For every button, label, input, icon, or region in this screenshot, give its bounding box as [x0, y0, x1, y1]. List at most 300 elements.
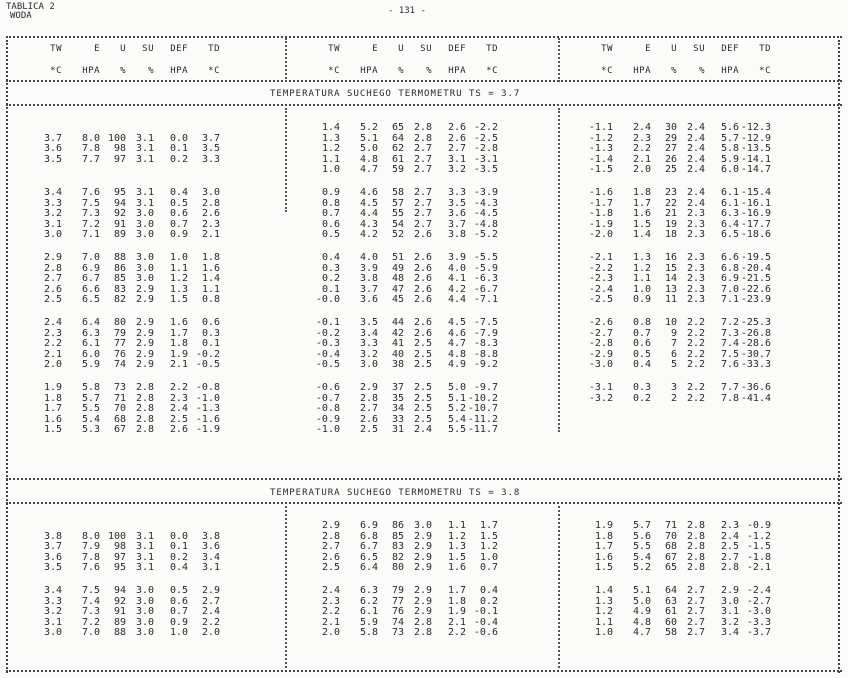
table-cell: 3.1: [135, 541, 154, 553]
table-cell: 3.7: [447, 218, 466, 230]
table-cell: 7.0: [720, 283, 739, 295]
table-cell: 6.2: [359, 595, 378, 607]
table-cell: -0.7: [315, 392, 340, 404]
table-cell: -1.3: [195, 403, 220, 415]
table-cell: 3.0: [201, 187, 220, 198]
table-cell: 2.6: [169, 424, 188, 436]
table-cell: 2.2: [321, 606, 340, 618]
table-cell: 2.1: [201, 229, 220, 241]
table-cell: -3.9: [473, 187, 498, 198]
table-cell: 21: [664, 208, 677, 220]
table-cell: 0.2: [479, 595, 498, 607]
table-cell: -1.0: [315, 424, 340, 436]
table-cell: 0.4: [169, 562, 188, 574]
table-cell: 42: [391, 327, 404, 339]
table-cell: 1.1: [447, 520, 466, 531]
table-cell: 2.3: [321, 595, 340, 607]
table-cell: 2.4: [686, 197, 705, 209]
table-cell: -0.2: [315, 327, 340, 339]
table-cell: 92: [113, 595, 126, 607]
table-cell: 22: [664, 197, 677, 209]
table-cell: 5.9: [720, 153, 739, 165]
table-cell: 2.3: [686, 294, 705, 306]
table-cell: -10.7: [467, 403, 498, 415]
table-cell: 2.8: [413, 616, 432, 628]
table-cell: -11.2: [467, 413, 498, 425]
table-cell: 0.5: [632, 348, 651, 360]
table-cell: 2.5: [413, 392, 432, 404]
table-cell: 2.9: [135, 359, 154, 371]
table-cell: 58: [664, 627, 677, 639]
table-cell: 5.8: [81, 382, 100, 393]
table-cell: 4.9: [447, 359, 466, 371]
table-cell: 2.8: [135, 382, 154, 393]
table-cell: 16: [664, 252, 677, 263]
table-cell: 0.8: [201, 294, 220, 306]
table-cell: -2.3: [588, 273, 613, 285]
column-header: TD: [208, 44, 220, 54]
table-cell: 2.2: [686, 348, 705, 360]
table-cell: 74: [391, 616, 404, 628]
table-cell: 91: [113, 218, 126, 230]
table-cell: 3.2: [720, 616, 739, 628]
column-unit: %: [398, 66, 404, 76]
table-cell: 1.0: [594, 627, 613, 639]
header-separator-1: [285, 38, 287, 82]
table-cell: -8.3: [473, 338, 498, 350]
table-cell: 1.7: [169, 327, 188, 339]
table-cell: 2.0: [321, 627, 340, 639]
table-cell: 4.6: [447, 327, 466, 339]
table-cell: 3.3: [359, 338, 378, 350]
table-cell: 2.3: [686, 208, 705, 220]
table-cell: 1.9: [594, 520, 613, 531]
table-cell: 2.2: [632, 143, 651, 155]
column-unit: *C: [208, 66, 220, 76]
table-cell: 44: [391, 317, 404, 328]
table-cell: 0.2: [169, 153, 188, 165]
table-cell: -0.3: [315, 338, 340, 350]
table-cell: 4.5: [359, 197, 378, 209]
table-cell: 2.9: [413, 530, 432, 542]
table-cell: 2.6: [413, 262, 432, 274]
table-cell: 73: [113, 382, 126, 393]
column-unit: *C: [328, 66, 340, 76]
table-cell: -9.2: [473, 359, 498, 371]
table-cell: 0.9: [169, 616, 188, 628]
table-cell: 4.7: [632, 627, 651, 639]
table-cell: 3.0: [43, 627, 62, 639]
section-1-separator-1: [285, 108, 287, 212]
table-cell: 3.1: [135, 197, 154, 209]
table-cell: 79: [113, 327, 126, 339]
table-cell: -0.5: [315, 359, 340, 371]
table-cell: 70: [113, 403, 126, 415]
section-title: TEMPERATURA SUCHEGO TERMOMETRU TS = 3.7: [270, 89, 521, 99]
table-cell: 3.9: [447, 252, 466, 263]
table-cell: 1.6: [43, 413, 62, 425]
table-cell: -0.8: [195, 382, 220, 393]
table-cell: 0.7: [321, 208, 340, 220]
table-cell: 2.9: [135, 338, 154, 350]
table-cell: -1.3: [588, 143, 613, 155]
table-cell: -0.0: [315, 294, 340, 306]
table-cell: 3.2: [447, 164, 466, 176]
table-cell: 65: [391, 122, 404, 133]
table-cell: -1.9: [195, 424, 220, 436]
table-cell: 0.1: [321, 283, 340, 295]
table-cell: 80: [391, 562, 404, 574]
table-cell: 0.0: [169, 530, 188, 542]
table-cell: 6.4: [81, 317, 100, 328]
table-cell: 6.3: [720, 208, 739, 220]
table-cell: 2.5: [321, 562, 340, 574]
table-cell: -15.4: [740, 187, 771, 198]
table-cell: 2.2: [686, 317, 705, 328]
table-cell: 1.9: [447, 606, 466, 618]
table-cell: 5.8: [720, 143, 739, 155]
table-cell: 35: [391, 392, 404, 404]
table-cell: 1.3: [169, 283, 188, 295]
table-cell: 2.6: [413, 273, 432, 285]
table-cell: 2.7: [686, 595, 705, 607]
section-2-separator-2: [558, 506, 560, 668]
table-cell: 3.4: [720, 627, 739, 639]
table-cell: 2.6: [359, 413, 378, 425]
table-cell: 1.1: [321, 153, 340, 165]
table-cell: 49: [391, 262, 404, 274]
table-cell: 2.5: [413, 413, 432, 425]
table-cell: 2.2: [201, 616, 220, 628]
table-cell: -21.5: [740, 273, 771, 285]
table-cell: 0.9: [321, 187, 340, 198]
table-subtitle: WODA: [10, 11, 32, 21]
table-cell: 0.5: [169, 197, 188, 209]
table-cell: 7.1: [720, 294, 739, 306]
table-cell: 91: [113, 606, 126, 618]
table-cell: -16.1: [740, 197, 771, 209]
table-cell: 6.4: [359, 562, 378, 574]
table-cell: 7.0: [81, 252, 100, 263]
table-cell: 100: [107, 132, 126, 144]
table-cell: 3.6: [43, 143, 62, 155]
table-cell: -20.4: [740, 262, 771, 274]
table-cell: 5.2: [359, 122, 378, 133]
table-cell: 7.5: [81, 197, 100, 209]
table-cell: -3.5: [473, 164, 498, 176]
table-cell: 3.4: [43, 585, 62, 596]
table-cell: 4.9: [632, 606, 651, 618]
table-cell: -3.0: [588, 359, 613, 371]
table-cell: 0.2: [169, 551, 188, 563]
table-cell: 23: [664, 187, 677, 198]
table-cell: 7.7: [81, 153, 100, 165]
table-cell: 13: [664, 283, 677, 295]
table-cell: -2.1: [746, 562, 771, 574]
table-cell: -0.6: [473, 627, 498, 639]
table-cell: -2.1: [588, 252, 613, 263]
table-cell: 2.1: [321, 616, 340, 628]
table-cell: -13.5: [740, 143, 771, 155]
table-cell: -1.8: [588, 208, 613, 220]
table-cell: 3.1: [720, 606, 739, 618]
table-cell: 41: [391, 338, 404, 350]
table-cell: 1.8: [594, 530, 613, 542]
table-cell: 2.3: [686, 229, 705, 241]
table-cell: 97: [113, 551, 126, 563]
table-cell: 1.6: [169, 317, 188, 328]
table-cell: 3.7: [201, 132, 220, 144]
table-cell: 2.8: [321, 530, 340, 542]
table-cell: 2.9: [135, 317, 154, 328]
table-cell: 2.8: [413, 132, 432, 144]
table-cell: 7.7: [720, 382, 739, 393]
table-cell: -0.2: [195, 348, 220, 360]
table-cell: -28.6: [740, 338, 771, 350]
table-cell: 1.5: [447, 551, 466, 563]
table-cell: 7.0: [81, 627, 100, 639]
table-cell: 2.2: [686, 327, 705, 339]
table-cell: 7.8: [720, 392, 739, 404]
table-cell: 83: [391, 541, 404, 553]
table-cell: 88: [113, 627, 126, 639]
table-cell: 2.6: [321, 551, 340, 563]
table-cell: 2.6: [413, 229, 432, 241]
table-cell: 2.6: [447, 132, 466, 144]
table-cell: 15: [664, 262, 677, 274]
table-cell: -36.6: [740, 382, 771, 393]
table-cell: 1.2: [447, 530, 466, 542]
table-cell: -1.5: [588, 164, 613, 176]
table-cell: 5.6: [720, 122, 739, 133]
table-cell: 5.2: [447, 403, 466, 415]
table-cell: 74: [113, 359, 126, 371]
table-cell: 2.9: [413, 541, 432, 553]
column-unit: %: [671, 66, 677, 76]
column-unit: *C: [50, 66, 62, 76]
column-header: SU: [420, 44, 432, 54]
table-cell: -0.6: [315, 382, 340, 393]
section-2-title-rule: [6, 502, 842, 504]
table-cell: -5.9: [473, 262, 498, 274]
table-cell: 2.7: [686, 606, 705, 618]
table-cell: 2.5: [413, 338, 432, 350]
column-header: SU: [142, 44, 154, 54]
table-cell: 57: [391, 197, 404, 209]
table-cell: 3.0: [135, 252, 154, 263]
table-cell: 4.5: [447, 317, 466, 328]
table-cell: 1.0: [169, 627, 188, 639]
table-cell: 31: [391, 424, 404, 436]
section-1-end-rule: [6, 478, 842, 480]
table-cell: 0.5: [169, 585, 188, 596]
table-cell: 7.2: [720, 317, 739, 328]
table-cell: 2.8: [686, 520, 705, 531]
table-cell: 1.2: [594, 606, 613, 618]
table-cell: 5.9: [359, 616, 378, 628]
table-cell: 2.7: [359, 403, 378, 415]
table-cell: 6.7: [359, 541, 378, 553]
column-header: E: [94, 44, 100, 54]
table-cell: 61: [664, 606, 677, 618]
table-cell: 3.3: [201, 153, 220, 165]
table-cell: 7.6: [720, 359, 739, 371]
table-cell: 2.7: [413, 208, 432, 220]
table-cell: 3.1: [135, 530, 154, 542]
table-cell: 7.6: [81, 187, 100, 198]
table-cell: -30.7: [740, 348, 771, 360]
table-cell: 2.6: [413, 252, 432, 263]
table-cell: 0.3: [321, 262, 340, 274]
table-cell: 1.4: [594, 585, 613, 596]
table-cell: 2.6: [413, 327, 432, 339]
column-unit: %: [148, 66, 154, 76]
table-cell: 9: [670, 327, 677, 339]
table-cell: 2.4: [413, 424, 432, 436]
table-cell: 1.6: [594, 551, 613, 563]
table-cell: 51: [391, 252, 404, 263]
table-cell: 1.5: [43, 424, 62, 436]
table-cell: 3.9: [359, 262, 378, 274]
table-cell: -19.5: [740, 252, 771, 263]
table-cell: 2.3: [43, 327, 62, 339]
table-cell: 7.5: [81, 585, 100, 596]
table-cell: -1.9: [588, 218, 613, 230]
table-cell: 34: [391, 403, 404, 415]
table-cell: 1.1: [632, 273, 651, 285]
table-cell: 6.0: [720, 164, 739, 176]
table-cell: 0.4: [169, 187, 188, 198]
table-cell: 0.0: [169, 132, 188, 144]
table-cell: -2.6: [588, 317, 613, 328]
table-cell: 59: [391, 164, 404, 176]
table-cell: 2.7: [413, 218, 432, 230]
table-cell: 2.5: [413, 382, 432, 393]
table-cell: 1.2: [479, 541, 498, 553]
column-header: U: [398, 44, 404, 54]
table-cell: -4.8: [473, 218, 498, 230]
table-cell: 2.7: [43, 273, 62, 285]
table-cell: 3.0: [359, 359, 378, 371]
section-1-separator-2: [558, 108, 560, 432]
table-cell: 97: [113, 153, 126, 165]
table-cell: 1.3: [594, 595, 613, 607]
table-cell: -11.7: [467, 424, 498, 436]
table-cell: 3.2: [43, 208, 62, 220]
table-cell: 3.8: [43, 530, 62, 542]
table-cell: 3.0: [135, 595, 154, 607]
table-cell: -5.5: [473, 252, 498, 263]
table-cell: 2.3: [201, 218, 220, 230]
table-cell: 2.9: [321, 520, 340, 531]
table-cell: -22.6: [740, 283, 771, 295]
table-cell: 3.0: [135, 585, 154, 596]
table-cell: 2.4: [169, 403, 188, 415]
column-unit: *C: [601, 66, 613, 76]
table-cell: 5.9: [81, 359, 100, 371]
table-cell: 2.9: [135, 283, 154, 295]
table-cell: -33.3: [740, 359, 771, 371]
table-cell: -0.9: [746, 520, 771, 531]
table-cell: 1.4: [321, 122, 340, 133]
table-cell: 6.0: [81, 348, 100, 360]
table-cell: 2.9: [413, 606, 432, 618]
column-header: TD: [759, 44, 771, 54]
table-cell: 63: [664, 595, 677, 607]
table-cell: 5.4: [632, 551, 651, 563]
table-cell: 6.5: [359, 551, 378, 563]
table-cell: -1.2: [588, 132, 613, 144]
table-cell: 27: [664, 143, 677, 155]
table-cell: 4.1: [447, 273, 466, 285]
table-cell: 1.2: [321, 143, 340, 155]
table-cell: 1.3: [632, 252, 651, 263]
table-cell: 6.1: [81, 338, 100, 350]
table-cell: 2.8: [413, 627, 432, 639]
table-cell: 7: [670, 338, 677, 350]
table-cell: 58: [391, 187, 404, 198]
table-cell: 5.7: [632, 520, 651, 531]
table-cell: 5.7: [720, 132, 739, 144]
table-cell: 1.0: [169, 252, 188, 263]
table-cell: 2.5: [359, 424, 378, 436]
table-cell: 7.4: [720, 338, 739, 350]
column-unit: *C: [486, 66, 498, 76]
table-cell: -23.9: [740, 294, 771, 306]
table-cell: 83: [113, 283, 126, 295]
table-cell: 5.0: [447, 382, 466, 393]
table-cell: 6.1: [720, 197, 739, 209]
left-border: [6, 40, 8, 673]
table-cell: -1.7: [588, 197, 613, 209]
table-cell: 76: [113, 348, 126, 360]
column-unit: %: [120, 66, 126, 76]
table-cell: 2.8: [686, 541, 705, 553]
table-cell: -3.1: [588, 382, 613, 393]
table-cell: 3.0: [720, 595, 739, 607]
table-cell: -4.3: [473, 197, 498, 209]
table-cell: 6.8: [720, 262, 739, 274]
table-cell: 1.2: [632, 262, 651, 274]
table-cell: 80: [113, 317, 126, 328]
table-cell: 7.3: [81, 606, 100, 618]
table-cell: 2.8: [686, 562, 705, 574]
table-cell: 94: [113, 197, 126, 209]
table-cell: 3.1: [201, 562, 220, 574]
table-cell: 6.4: [720, 218, 739, 230]
table-cell: 3.3: [43, 595, 62, 607]
table-cell: 2.7: [201, 595, 220, 607]
table-cell: 3.0: [135, 616, 154, 628]
table-cell: 3.1: [135, 562, 154, 574]
table-cell: 2.3: [720, 520, 739, 531]
table-cell: 0.6: [201, 317, 220, 328]
table-cell: -3.1: [473, 153, 498, 165]
table-cell: 89: [113, 229, 126, 241]
table-cell: 2.6: [43, 283, 62, 295]
table-cell: 19: [664, 218, 677, 230]
table-cell: 67: [113, 424, 126, 436]
table-cell: 2.9: [413, 551, 432, 563]
table-cell: -2.2: [588, 262, 613, 274]
table-cell: -26.8: [740, 327, 771, 339]
table-cell: 1.0: [632, 283, 651, 295]
table-cell: 2.8: [413, 122, 432, 133]
column-unit: HPA: [170, 66, 188, 76]
table-cell: -6.7: [473, 283, 498, 295]
column-unit: *C: [759, 66, 771, 76]
table-cell: 6.9: [81, 262, 100, 274]
